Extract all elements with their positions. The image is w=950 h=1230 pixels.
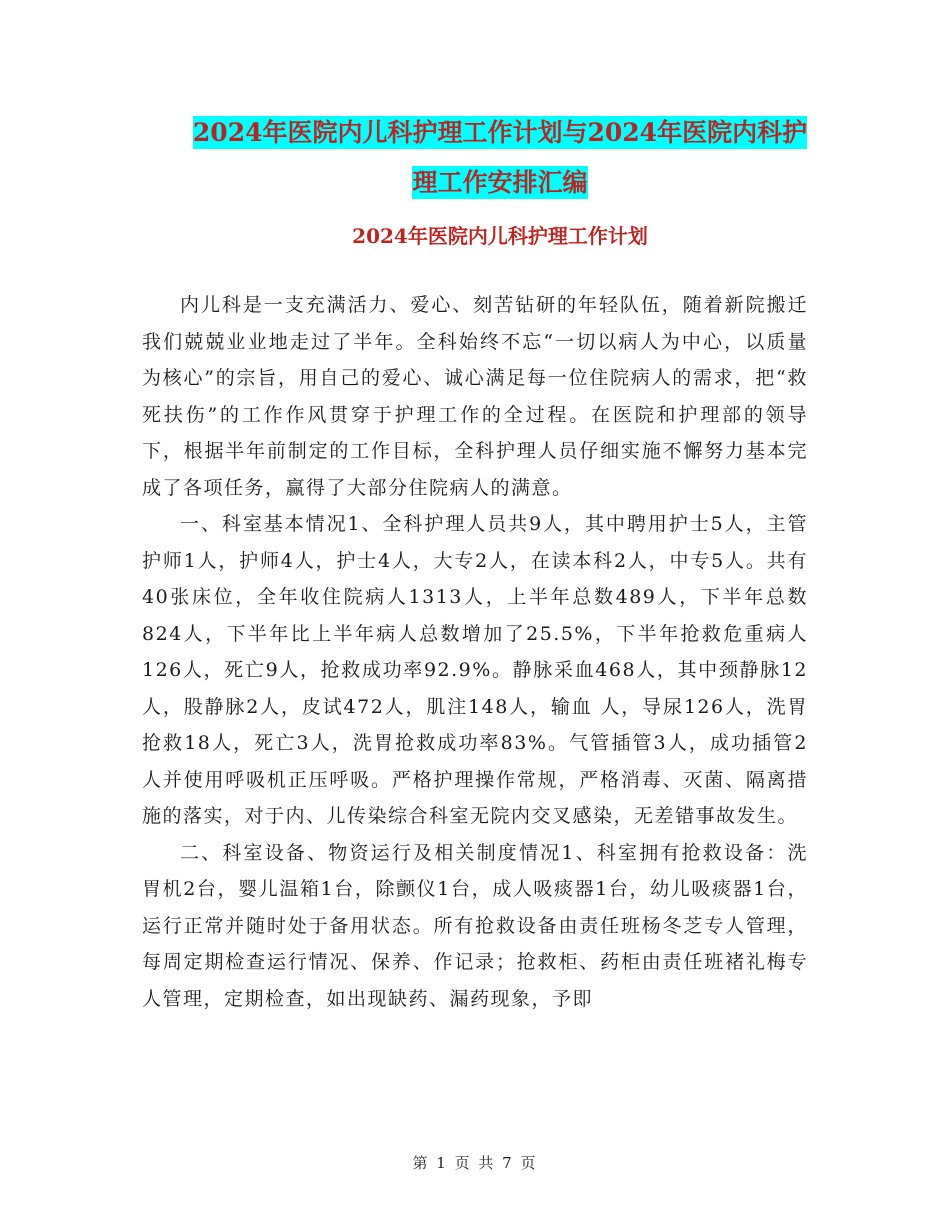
document-title — [140, 108, 860, 208]
section-title: 2024年医院内儿科护理工作计划 — [352, 224, 648, 248]
paragraph-section-2: 二、科室设备、物资运行及相关制度情况1、科室拥有抢救设备：洗胃机2台，婴儿温箱1台，除颤仪1台，成人吸痰器1台，幼儿吸痰器1台，运行正常并随时处于备用状态。所有抢救设备由责任班杨冬芝专人管理，每周定期检查运行情况、保养、作记录；抢救柜、药柜由责任班褚礼梅专人管理，定期检查，如出现缺药、漏药现象，予即 — [142, 841, 808, 1010]
paragraph-intro: 内儿科是一支充满活力、爱心、刻苦钻研的年轻队伍，随着新院搬迁我们兢兢业业地走过了半年。全科始终不忘“一切以病人为中心，以质量为核心”的宗旨，用自己的爱心、诚心满足每一位住院病人的需求，把“救死扶伤”的工作作风贯穿于护理工作的全过程。在医院和护理部的领导下，根据半年前制定的工作目标，全科护理人员仔细实施不懈努力基本完成了各项任务，赢得了大部分住院病人的满意。 — [142, 294, 808, 499]
title-line-1: 2024年医院内儿科护理工作计划与2024年医院内科护 — [192, 118, 808, 147]
body-text — [142, 287, 808, 1017]
paragraph-section-1: 一、科室基本情况1、全科护理人员共9人，其中聘用护士5人，主管护师1人，护师4人，护士4人，大专2人，在读本科2人，中专5人。共有40张床位，全年收住院病人1313人，上半年总数489人，下半年总数824人，下半年比上半年病人总数增加了25.5%，下半年抢救危重病人126人，死亡9人，抢救成功率92.9%。静脉采血468人，其中颈静脉12人，股静脉2人，皮试472人，肌注148人，输血 人，导尿126人，洗胃抢救18人，死亡3人，洗胃抢救成功率83%。气管插管3人，成功插管2人并使用呼吸机正压呼吸。严格护理操作常规，严格消毒、灭菌、隔离措施的落实，对于内、儿传染综合科室无院内交叉感染，无差错事故发生。 — [142, 513, 808, 827]
page-footer: 第 1 页 共 7 页 — [412, 1154, 538, 1172]
title-line-2: 理工作安排汇编 — [412, 168, 588, 197]
